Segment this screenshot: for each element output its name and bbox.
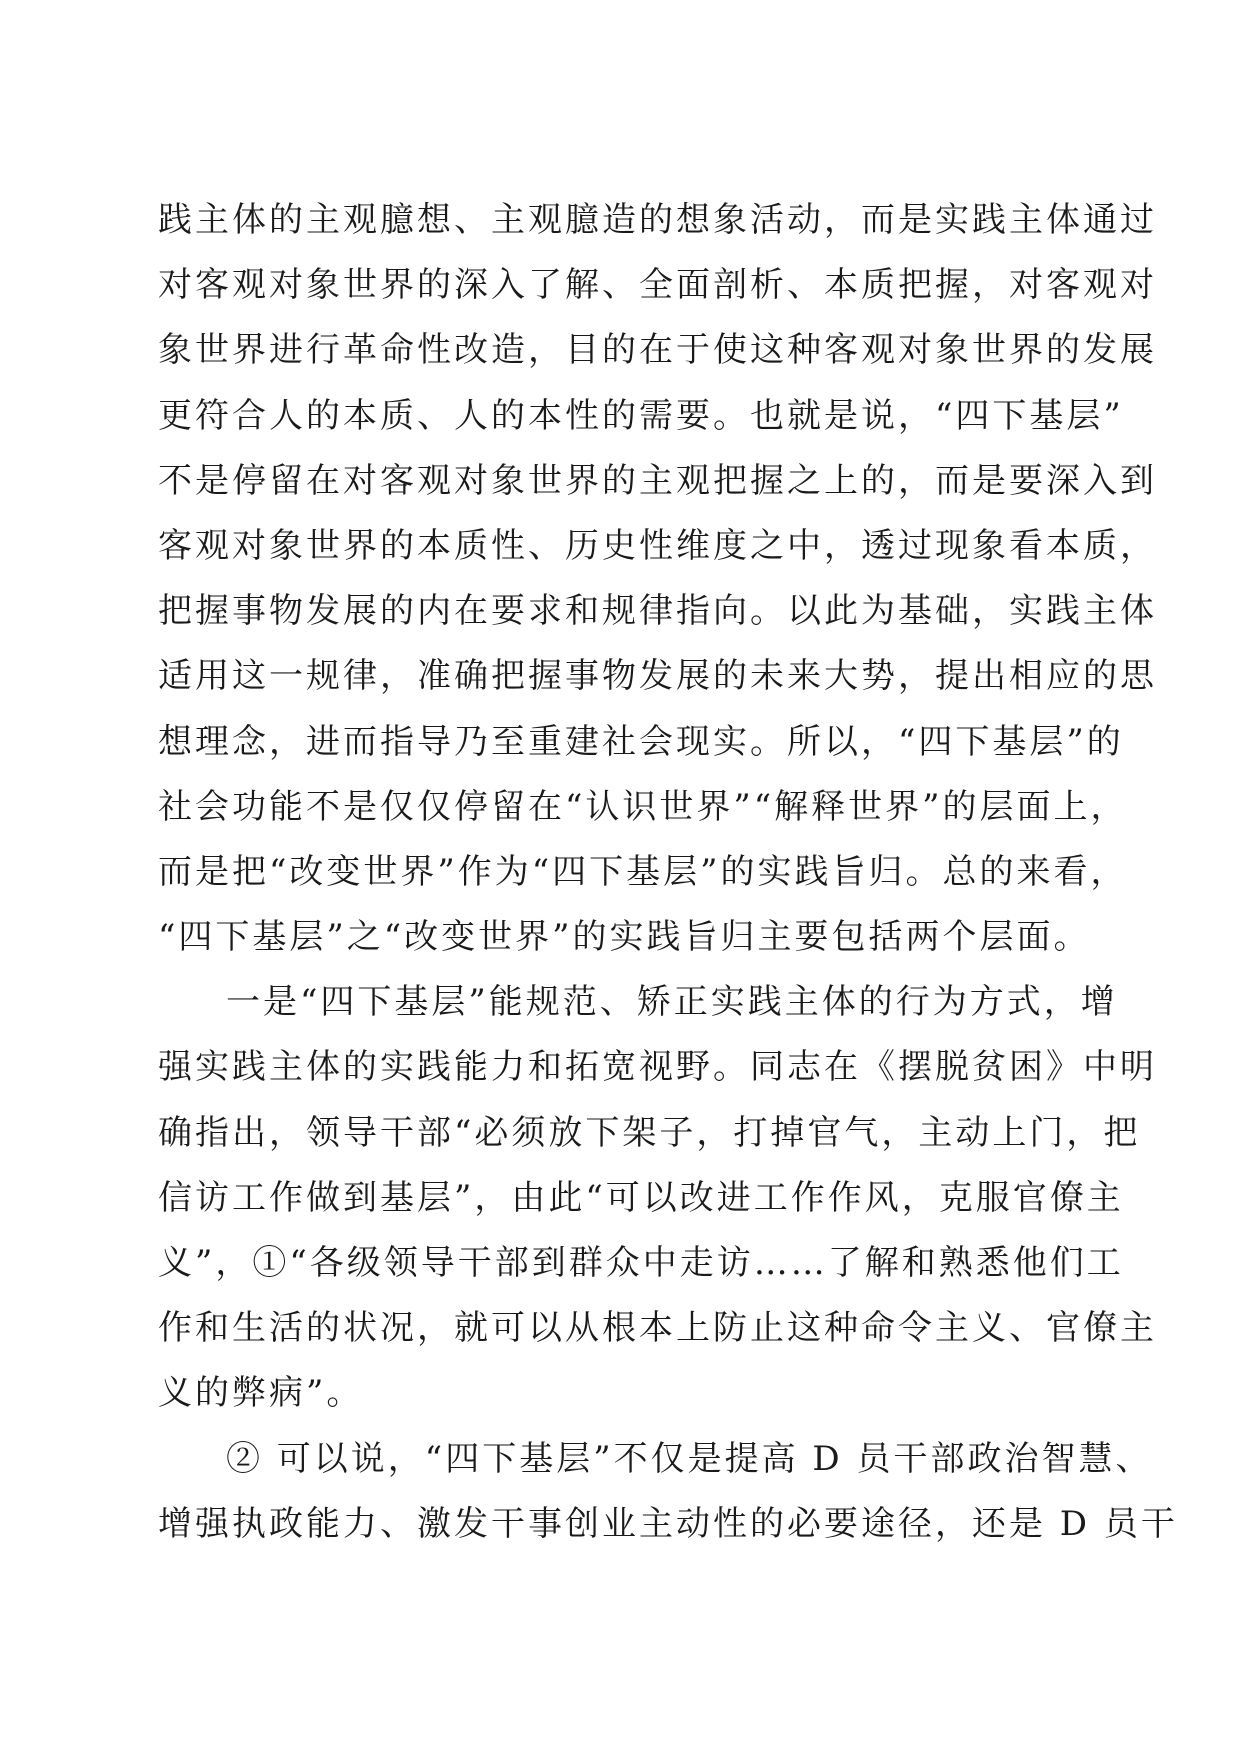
text-line: 更符合人的本质、人的本性的需要。也就是说，“四下基层” bbox=[158, 395, 1124, 436]
text-line: 对客观对象世界的深入了解、全面剖析、本质把握，对客观对 bbox=[158, 265, 1157, 306]
text-line: 信访工作做到基层”，由此“可以改进工作作风，克服官僚主 bbox=[158, 1177, 1124, 1218]
text-line: “四下基层”之“改变世界”的实践旨归主要包括两个层面。 bbox=[158, 917, 1091, 958]
text-line: 义的弊病”。 bbox=[158, 1373, 364, 1414]
paragraph-start-line: ② 可以说，“四下基层”不仅是提高 D 员干部政治智慧、 bbox=[226, 1438, 1153, 1479]
text-line: 践主体的主观臆想、主观臆造的想象活动，而是实践主体通过 bbox=[158, 200, 1157, 240]
text-line: 强实践主体的实践能力和拓宽视野。同志在《摆脱贫困》中明 bbox=[158, 1047, 1157, 1088]
text-line: 把握事物发展的内在要求和规律指向。以此为基础，实践主体 bbox=[158, 591, 1157, 632]
text-line: 社会功能不是仅仅停留在“认识世界”“解释世界”的层面上， bbox=[158, 786, 1128, 827]
text-line: 适用这一规律，准确把握事物发展的未来大势，提出相应的思 bbox=[158, 656, 1157, 697]
text-line: 想理念，进而指导乃至重建社会现实。所以，“四下基层”的 bbox=[158, 721, 1124, 762]
text-line: 象世界进行革命性改造，目的在于使这种客观对象世界的发展 bbox=[158, 330, 1157, 371]
paragraph-start-line: 一是“四下基层”能规范、矫正实践主体的行为方式，增 bbox=[226, 982, 1118, 1023]
text-line: 作和生活的状况，就可以从根本上防止这种命令主义、官僚主 bbox=[158, 1308, 1157, 1349]
text-line: 客观对象世界的本质性、历史性维度之中，透过现象看本质， bbox=[158, 525, 1157, 566]
text-line: 不是停留在对客观对象世界的主观把握之上的，而是要深入到 bbox=[158, 460, 1157, 501]
text-line: 确指出，领导干部“必须放下架子，打掉官气，主动上门，把 bbox=[158, 1112, 1141, 1153]
text-line: 增强执政能力、激发干事创业主动性的必要途径，还是 D 员干 bbox=[158, 1503, 1178, 1544]
text-line: 义”，①“各级领导干部到群众中走访……了解和熟悉他们工 bbox=[158, 1243, 1124, 1283]
text-line: 而是把“改变世界”作为“四下基层”的实践旨归。总的来看， bbox=[158, 851, 1128, 892]
body-text bbox=[158, 188, 1178, 1557]
